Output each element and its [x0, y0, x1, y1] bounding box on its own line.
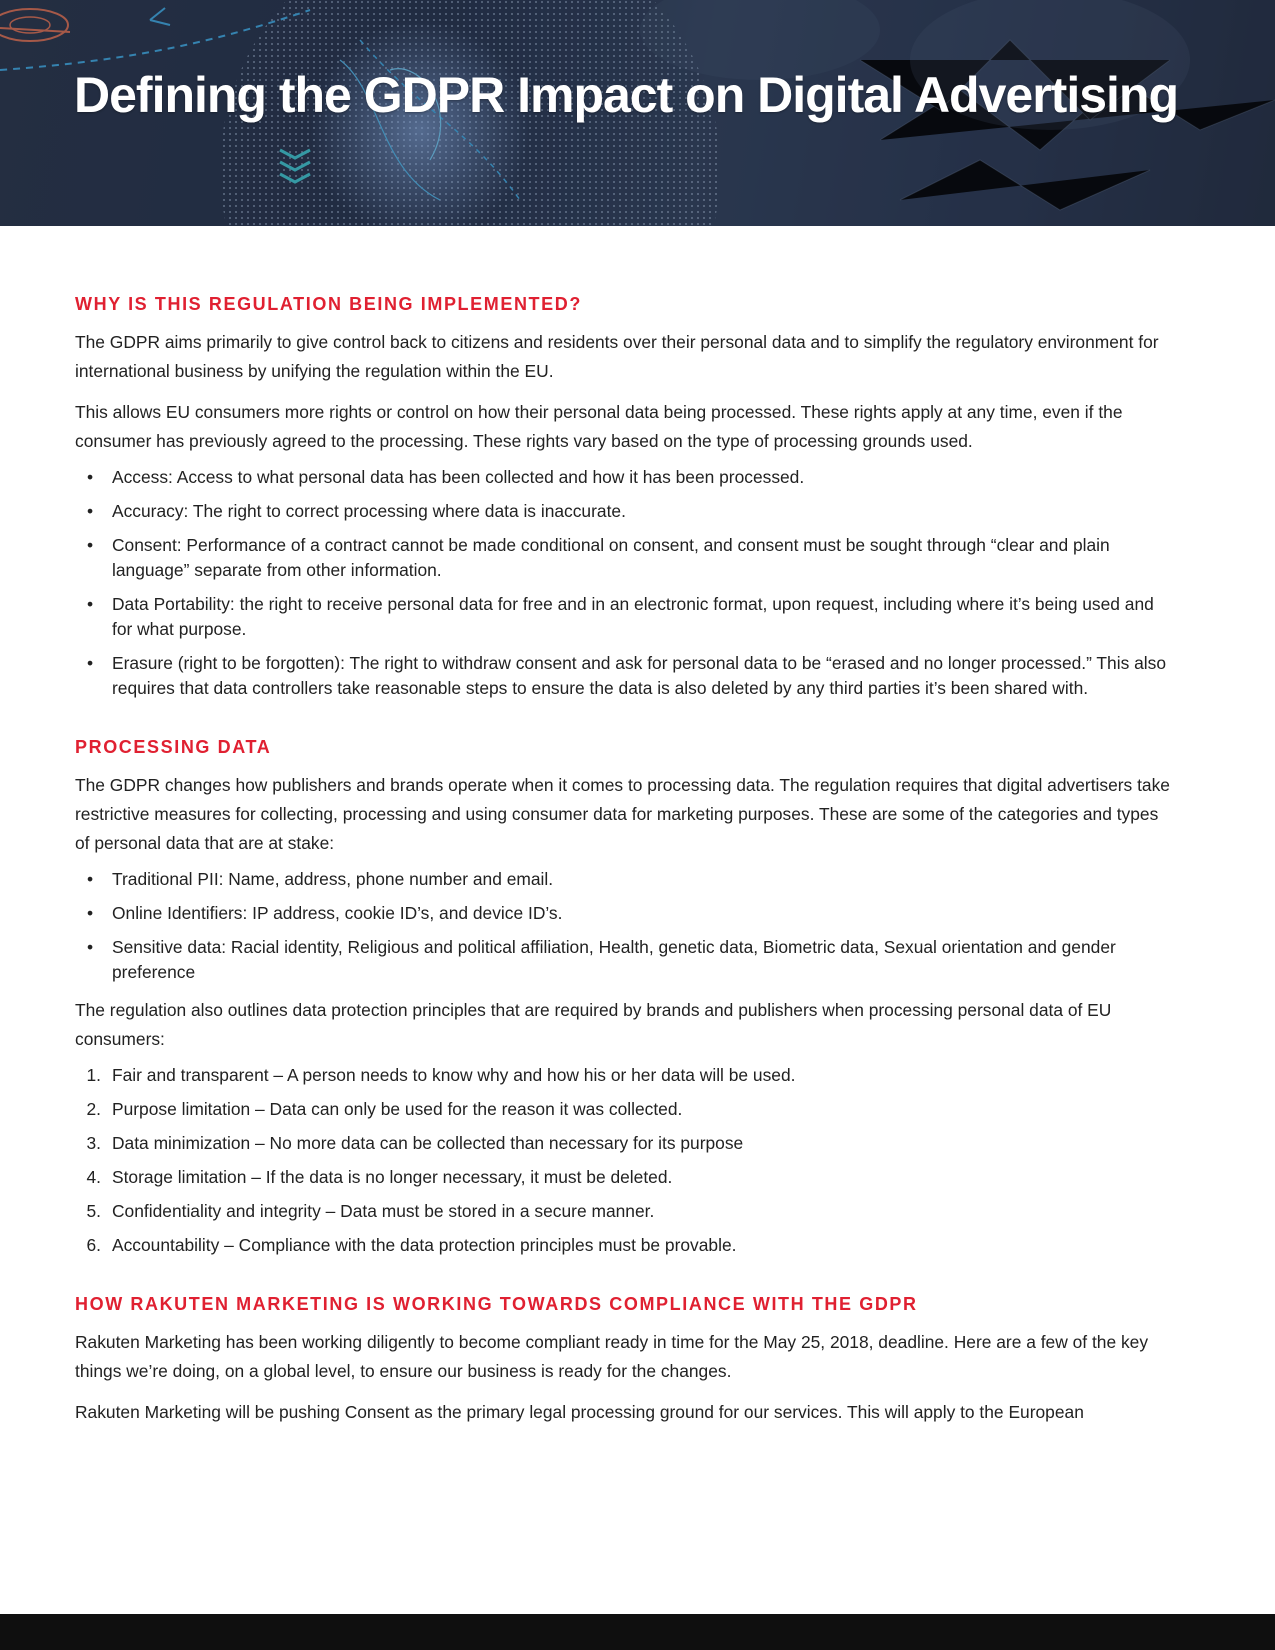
bullet-marker: •	[86, 594, 94, 614]
rights-list	[75, 465, 1175, 701]
bullet-marker: •	[86, 467, 94, 487]
paragraph: Rakuten Marketing has been working diligently to become compliant ready in time for the May 25, 2018, deadline. Here are a few of the key things we’re doing, on a global level, to ensure our business is ready for the changes.	[75, 1332, 1149, 1381]
number-marker: 3.	[86, 1133, 101, 1153]
list-item	[75, 499, 1175, 524]
list-item-text: Consent: Performance of a contract cannot be made conditional on consent, and consent must be sought through “clear and plain language” separate from other information.	[112, 535, 1110, 580]
list-item-text: Data Portability: the right to receive personal data for free and in an electronic format, upon request, including where it’s being used and for what purpose.	[112, 594, 1154, 639]
bullet-marker: •	[86, 653, 94, 673]
section-heading-rakuten: HOW RAKUTEN MARKETING IS WORKING TOWARDS COMPLIANCE WITH THE GDPR	[75, 1294, 918, 1314]
data-categories-list	[75, 867, 1175, 985]
list-item-text: Storage limitation – If the data is no longer necessary, it must be deleted.	[112, 1167, 673, 1187]
list-item-text: Access: Access to what personal data has been collected and how it has been processed.	[112, 467, 805, 487]
header-banner	[0, 0, 1275, 226]
paragraph: This allows EU consumers more rights or control on how their personal data being processed. These rights apply at any time, even if the consumer has previously agreed to the processing. These rights vary based on the type of processing grounds used.	[75, 402, 1123, 451]
list-item-text: Confidentiality and integrity – Data must be stored in a secure manner.	[112, 1201, 655, 1221]
list-item	[75, 592, 1175, 642]
paragraph: The regulation also outlines data protection principles that are required by brands and publishers when processing personal data of EU consumers:	[75, 1000, 1112, 1049]
list-item	[75, 901, 1175, 926]
article-body	[75, 294, 1175, 1427]
principles-list	[75, 1063, 1175, 1258]
list-item-text: Sensitive data: Racial identity, Religious and political affiliation, Health, genetic data, Biometric data, Sexual orientation and gender preference	[112, 937, 1116, 982]
bullet-marker: •	[86, 903, 94, 923]
number-marker: 6.	[86, 1235, 101, 1255]
bullet-marker: •	[86, 937, 94, 957]
list-item-text: Fair and transparent – A person needs to know why and how his or her data will be used.	[112, 1065, 796, 1085]
list-item-text: Online Identifiers: IP address, cookie ID’s, and device ID’s.	[112, 903, 563, 923]
list-item	[75, 651, 1175, 701]
bullet-marker: •	[86, 535, 94, 555]
paragraph: Rakuten Marketing will be pushing Consent as the primary legal processing ground for our services. This will apply to the European	[75, 1402, 1084, 1422]
list-item	[75, 1063, 1175, 1088]
paragraph: The GDPR changes how publishers and brands operate when it comes to processing data. The regulation requires that digital advertisers take restrictive measures for collecting, processing and using consumer data for marketing purposes. These are some of the categories and types of personal data that are at stake:	[75, 775, 1170, 853]
section-heading-processing: PROCESSING DATA	[75, 737, 272, 757]
list-item	[75, 935, 1175, 985]
list-item	[75, 1165, 1175, 1190]
list-item-text: Purpose limitation – Data can only be used for the reason it was collected.	[112, 1099, 683, 1119]
paragraph: The GDPR aims primarily to give control back to citizens and residents over their personal data and to simplify the regulatory environment for international business by unifying the regulation within the EU.	[75, 332, 1159, 381]
list-item	[75, 465, 1175, 490]
list-item-text: Accountability – Compliance with the data protection principles must be provable.	[112, 1235, 737, 1255]
page-title: Defining the GDPR Impact on Digital Advertising	[74, 67, 1179, 123]
number-marker: 5.	[86, 1201, 101, 1221]
list-item	[75, 1097, 1175, 1122]
bullet-marker: •	[86, 869, 94, 889]
number-marker: 4.	[86, 1167, 101, 1187]
list-item-text: Accuracy: The right to correct processing where data is inaccurate.	[112, 501, 626, 521]
number-marker: 1.	[86, 1065, 101, 1085]
list-item-text: Traditional PII: Name, address, phone number and email.	[112, 869, 554, 889]
list-item	[75, 867, 1175, 892]
list-item-text: Data minimization – No more data can be collected than necessary for its purpose	[112, 1133, 744, 1153]
list-item	[75, 1131, 1175, 1156]
list-item	[75, 533, 1175, 583]
list-item	[75, 1199, 1175, 1224]
section-heading-why: WHY IS THIS REGULATION BEING IMPLEMENTED?	[75, 294, 582, 314]
footer-bar	[0, 1614, 1275, 1650]
list-item	[75, 1233, 1175, 1258]
bullet-marker: •	[86, 501, 94, 521]
list-item-text: Erasure (right to be forgotten): The right to withdraw consent and ask for personal data to be “erased and no longer processed.” This also requires that data controllers take reasonable steps to ensure the data is also deleted by any third parties it’s been shared with.	[112, 653, 1167, 698]
number-marker: 2.	[86, 1099, 101, 1119]
